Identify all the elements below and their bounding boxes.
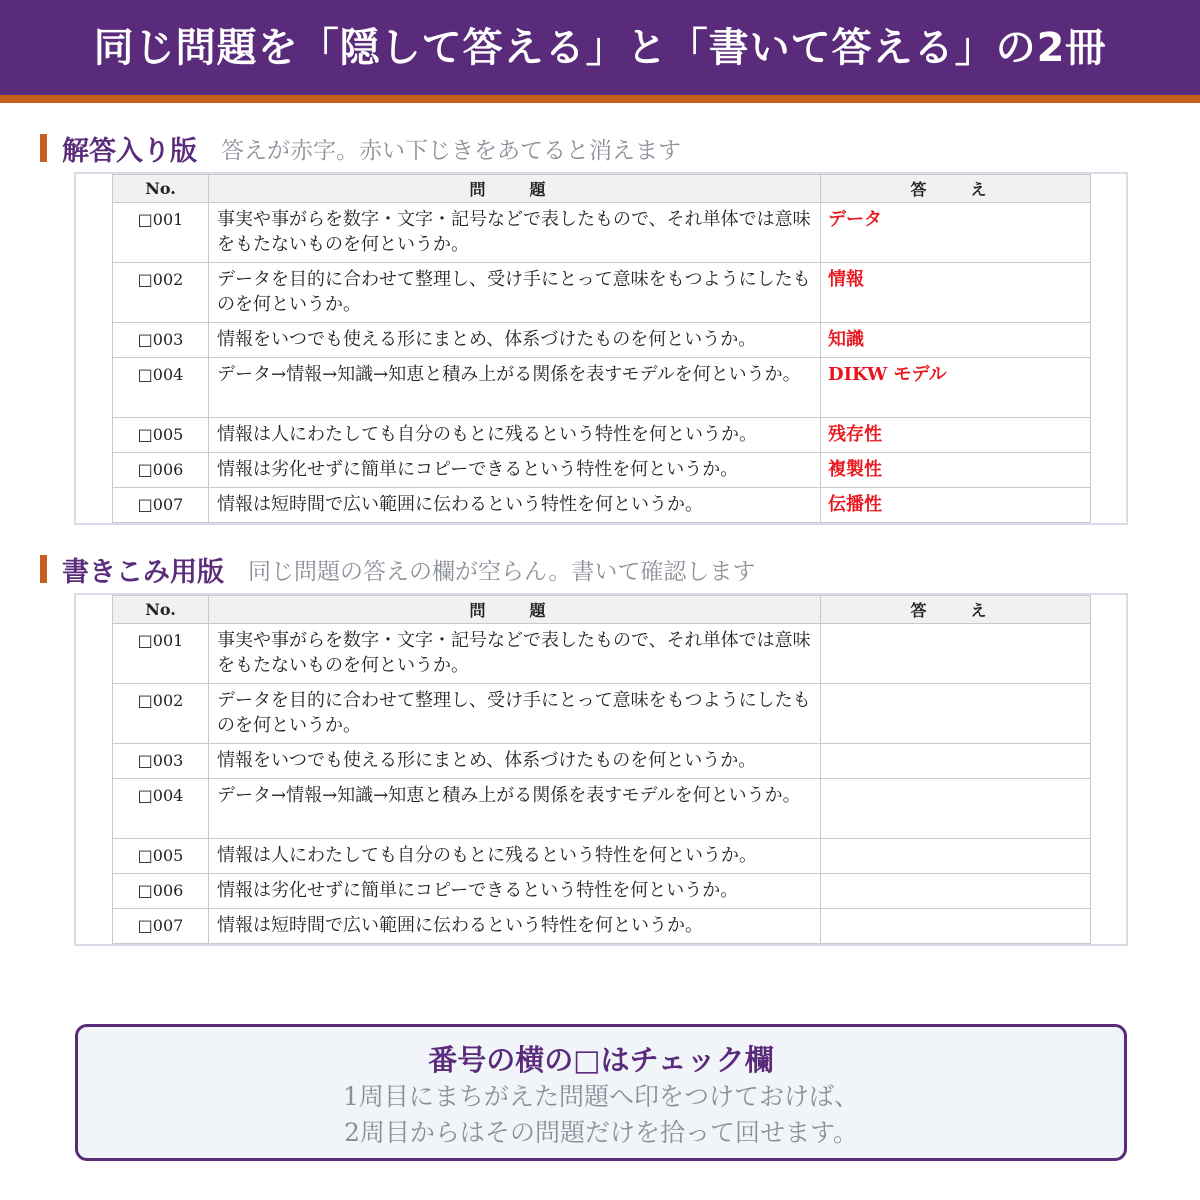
checkbox-note xyxy=(75,1024,1127,1161)
question-number[interactable]: □006 xyxy=(113,874,209,909)
question-text: データを目的に合わせて整理し、受け手にとって意味をもつようにしたものを何というか。 xyxy=(209,684,821,744)
heading-marker xyxy=(40,555,47,583)
question-row xyxy=(113,839,1091,874)
question-row xyxy=(113,263,1091,323)
question-number[interactable]: □002 xyxy=(113,684,209,744)
answer-blank[interactable] xyxy=(821,744,1091,779)
column-header-answer: 答 え xyxy=(821,175,1091,203)
page-title: 同じ問題を「隠して答える」と「書いて答える」の2冊 xyxy=(93,25,1107,71)
question-number[interactable]: □001 xyxy=(113,203,209,263)
heading-marker xyxy=(40,134,47,162)
question-text: 情報は短時間で広い範囲に伝わるという特性を何というか。 xyxy=(209,909,821,944)
answer-text: DIKW モデル xyxy=(821,358,1091,418)
question-text: データを目的に合わせて整理し、受け手にとって意味をもつようにしたものを何というか。 xyxy=(209,263,821,323)
answer-text: データ xyxy=(821,203,1091,263)
answer-edition-title: 解答入り版 xyxy=(62,135,197,167)
question-text: 情報をいつでも使える形にまとめ、体系づけたものを何というか。 xyxy=(209,323,821,358)
question-number[interactable]: □007 xyxy=(113,909,209,944)
answer-edition-description: 答えが赤字。赤い下じきをあてると消えます xyxy=(221,137,681,164)
answer-blank[interactable] xyxy=(821,624,1091,684)
answer-text: 伝播性 xyxy=(821,488,1091,523)
question-row xyxy=(113,684,1091,744)
question-row xyxy=(113,453,1091,488)
answer-blank[interactable] xyxy=(821,684,1091,744)
question-row xyxy=(113,909,1091,944)
question-text: 情報は短時間で広い範囲に伝わるという特性を何というか。 xyxy=(209,488,821,523)
answer-edition-heading xyxy=(40,131,681,165)
question-text: 情報をいつでも使える形にまとめ、体系づけたものを何というか。 xyxy=(209,744,821,779)
question-row xyxy=(113,323,1091,358)
answer-blank[interactable] xyxy=(821,874,1091,909)
question-row xyxy=(113,418,1091,453)
question-row xyxy=(113,874,1091,909)
question-row xyxy=(113,358,1091,418)
answer-edition-table xyxy=(112,174,1091,523)
question-number[interactable]: □003 xyxy=(113,744,209,779)
column-header-question: 問 題 xyxy=(209,175,821,203)
question-number[interactable]: □006 xyxy=(113,453,209,488)
page-header xyxy=(0,0,1200,103)
answer-blank[interactable] xyxy=(821,839,1091,874)
question-text: 事実や事がらを数字・文字・記号などで表したもので、それ単体では意味をもたないものを何というか。 xyxy=(209,203,821,263)
question-row xyxy=(113,779,1091,839)
question-number[interactable]: □004 xyxy=(113,358,209,418)
question-text: 情報は人にわたしても自分のもとに残るという特性を何というか。 xyxy=(209,418,821,453)
question-number[interactable]: □005 xyxy=(113,839,209,874)
column-header-no: No. xyxy=(113,175,209,203)
answer-blank[interactable] xyxy=(821,909,1091,944)
writing-edition-description: 同じ問題の答えの欄が空らん。書いて確認します xyxy=(248,558,756,585)
note-line-2: 2周目からはその問題だけを拾って回せます。 xyxy=(344,1118,858,1147)
writing-edition-heading xyxy=(40,552,755,586)
question-row xyxy=(113,203,1091,263)
question-number[interactable]: □005 xyxy=(113,418,209,453)
answer-text: 残存性 xyxy=(821,418,1091,453)
question-text: 事実や事がらを数字・文字・記号などで表したもので、それ単体では意味をもたないものを何というか。 xyxy=(209,624,821,684)
question-row xyxy=(113,488,1091,523)
question-number[interactable]: □001 xyxy=(113,624,209,684)
note-title: 番号の横の□はチェック欄 xyxy=(428,1043,774,1077)
question-number[interactable]: □004 xyxy=(113,779,209,839)
question-text: 情報は人にわたしても自分のもとに残るという特性を何というか。 xyxy=(209,839,821,874)
writing-edition-title: 書きこみ用版 xyxy=(62,556,224,588)
answer-edition-panel xyxy=(74,172,1128,525)
writing-edition-panel xyxy=(74,593,1128,946)
answer-blank[interactable] xyxy=(821,779,1091,839)
question-number[interactable]: □007 xyxy=(113,488,209,523)
question-text: 情報は劣化せずに簡単にコピーできるという特性を何というか。 xyxy=(209,453,821,488)
question-row xyxy=(113,744,1091,779)
question-number[interactable]: □002 xyxy=(113,263,209,323)
note-line-1: 1周目にまちがえた問題へ印をつけておけば、 xyxy=(343,1082,859,1111)
question-text: 情報は劣化せずに簡単にコピーできるという特性を何というか。 xyxy=(209,874,821,909)
answer-text: 知識 xyxy=(821,323,1091,358)
answer-edition-body xyxy=(113,203,1091,523)
answer-text: 複製性 xyxy=(821,453,1091,488)
column-header-question: 問 題 xyxy=(209,596,821,624)
column-header-answer: 答 え xyxy=(821,596,1091,624)
question-number[interactable]: □003 xyxy=(113,323,209,358)
question-row xyxy=(113,624,1091,684)
question-text: データ→情報→知識→知恵と積み上がる関係を表すモデルを何というか。 xyxy=(209,358,821,418)
column-header-no: No. xyxy=(113,596,209,624)
question-text: データ→情報→知識→知恵と積み上がる関係を表すモデルを何というか。 xyxy=(209,779,821,839)
answer-text: 情報 xyxy=(821,263,1091,323)
writing-edition-body xyxy=(113,624,1091,944)
writing-edition-table xyxy=(112,595,1091,944)
